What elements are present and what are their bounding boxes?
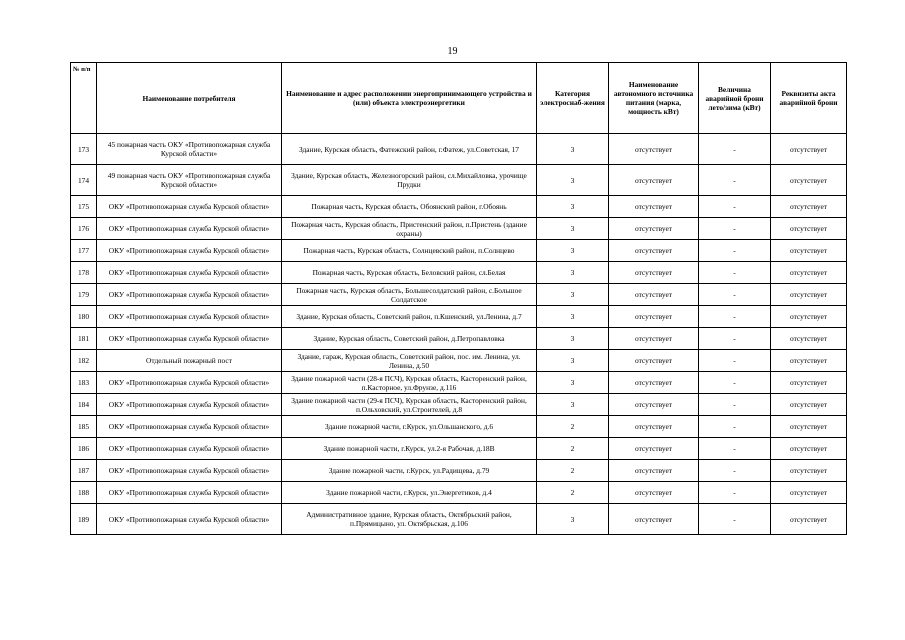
row-act: отсутствует — [771, 482, 847, 504]
row-power-source: отсутствует — [609, 460, 699, 482]
table-row — [71, 328, 847, 350]
row-reserve: - — [699, 306, 771, 328]
row-number: 185 — [71, 416, 97, 438]
row-consumer: ОКУ «Противопожарная служба Курской области» — [97, 394, 282, 416]
table-row — [71, 196, 847, 218]
row-act: отсутствует — [771, 438, 847, 460]
row-category: 2 — [537, 438, 609, 460]
row-address: Пожарная часть, Курская область, Большесолдатский район, с.Большое Солдатское — [282, 284, 537, 306]
row-number: 178 — [71, 262, 97, 284]
row-number: 174 — [71, 165, 97, 196]
row-reserve: - — [699, 328, 771, 350]
row-act: отсутствует — [771, 394, 847, 416]
row-number: 186 — [71, 438, 97, 460]
row-reserve: - — [699, 350, 771, 372]
row-category: 3 — [537, 134, 609, 165]
row-consumer: ОКУ «Противопожарная служба Курской области» — [97, 372, 282, 394]
row-address: Здание, Курская область, Советский район, п.Кшенский, ул.Ленина, д.7 — [282, 306, 537, 328]
row-category: 3 — [537, 218, 609, 240]
row-consumer: ОКУ «Противопожарная служба Курской области» — [97, 460, 282, 482]
row-reserve: - — [699, 372, 771, 394]
row-category: 3 — [537, 328, 609, 350]
row-address: Пожарная часть, Курская область, Беловский район, сл.Белая — [282, 262, 537, 284]
row-power-source: отсутствует — [609, 482, 699, 504]
row-reserve: - — [699, 165, 771, 196]
row-category: 3 — [537, 240, 609, 262]
row-power-source: отсутствует — [609, 196, 699, 218]
row-consumer: ОКУ «Противопожарная служба Курской области» — [97, 306, 282, 328]
row-number: 179 — [71, 284, 97, 306]
table-row — [71, 134, 847, 165]
row-consumer: ОКУ «Противопожарная служба Курской области» — [97, 438, 282, 460]
row-power-source: отсутствует — [609, 165, 699, 196]
row-address: Пожарная часть, Курская область, Обоянский район, г.Обоянь — [282, 196, 537, 218]
table-row — [71, 240, 847, 262]
row-power-source: отсутствует — [609, 218, 699, 240]
row-address: Здание пожарной части (28-я ПСЧ), Курская область, Касторенский район, п.Касторное, ул.Фрунзе, д.116 — [282, 372, 537, 394]
row-power-source: отсутствует — [609, 262, 699, 284]
table-row — [71, 218, 847, 240]
row-act: отсутствует — [771, 328, 847, 350]
row-power-source: отсутствует — [609, 350, 699, 372]
row-number: 181 — [71, 328, 97, 350]
row-address: Здание, Курская область, Железногорский район, сл.Михайловка, урочище Прудки — [282, 165, 537, 196]
table-row — [71, 350, 847, 372]
row-category: 3 — [537, 372, 609, 394]
row-category: 3 — [537, 262, 609, 284]
header-category: Категория электроснаб-жения — [537, 63, 609, 134]
row-consumer: ОКУ «Противопожарная служба Курской области» — [97, 416, 282, 438]
row-number: 184 — [71, 394, 97, 416]
row-number: 188 — [71, 482, 97, 504]
row-power-source: отсутствует — [609, 416, 699, 438]
row-category: 3 — [537, 504, 609, 535]
row-act: отсутствует — [771, 504, 847, 535]
row-reserve: - — [699, 284, 771, 306]
row-act: отсутствует — [771, 350, 847, 372]
row-number: 180 — [71, 306, 97, 328]
row-consumer: 45 пожарная часть ОКУ «Противопожарная служба Курской области» — [97, 134, 282, 165]
row-number: 175 — [71, 196, 97, 218]
row-category: 3 — [537, 165, 609, 196]
row-category: 2 — [537, 416, 609, 438]
row-act: отсутствует — [771, 372, 847, 394]
row-consumer: ОКУ «Противопожарная служба Курской области» — [97, 262, 282, 284]
row-number: 177 — [71, 240, 97, 262]
row-category: 2 — [537, 482, 609, 504]
row-address: Здание пожарной части, г.Курск, ул.2-я Рабочая, д.18В — [282, 438, 537, 460]
row-power-source: отсутствует — [609, 284, 699, 306]
row-consumer: ОКУ «Противопожарная служба Курской области» — [97, 240, 282, 262]
row-power-source: отсутствует — [609, 134, 699, 165]
table-header-row — [71, 63, 847, 134]
row-consumer: ОКУ «Противопожарная служба Курской области» — [97, 196, 282, 218]
row-number: 176 — [71, 218, 97, 240]
row-consumer: ОКУ «Противопожарная служба Курской области» — [97, 218, 282, 240]
row-reserve: - — [699, 438, 771, 460]
row-power-source: отсутствует — [609, 438, 699, 460]
row-address: Пожарная часть, Курская область, Солнцевский район, п.Солнцево — [282, 240, 537, 262]
row-number: 173 — [71, 134, 97, 165]
row-power-source: отсутствует — [609, 240, 699, 262]
row-consumer: ОКУ «Противопожарная служба Курской области» — [97, 504, 282, 535]
row-consumer: Отдельный пожарный пост — [97, 350, 282, 372]
table-row — [71, 482, 847, 504]
row-address: Пожарная часть, Курская область, Пристенский район, п.Пристень (здание охраны) — [282, 218, 537, 240]
row-act: отсутствует — [771, 284, 847, 306]
row-power-source: отсутствует — [609, 306, 699, 328]
row-number: 187 — [71, 460, 97, 482]
row-act: отсутствует — [771, 262, 847, 284]
consumers-table — [70, 62, 847, 535]
row-act: отсутствует — [771, 240, 847, 262]
page-number: 19 — [447, 46, 458, 57]
row-consumer: ОКУ «Противопожарная служба Курской области» — [97, 328, 282, 350]
row-address: Здание пожарной части, г.Курск, ул.Ольшанского, д.6 — [282, 416, 537, 438]
header-emergency-reserve: Величина аварийной брони лето/зима (кВт) — [699, 63, 771, 134]
row-address: Административное здание, Курская область, Октябрьский район, п.Прямицыно, ул. Октябрьская, д.106 — [282, 504, 537, 535]
row-reserve: - — [699, 504, 771, 535]
row-act: отсутствует — [771, 165, 847, 196]
row-reserve: - — [699, 394, 771, 416]
table-row — [71, 284, 847, 306]
row-power-source: отсутствует — [609, 372, 699, 394]
row-power-source: отсутствует — [609, 328, 699, 350]
row-act: отсутствует — [771, 134, 847, 165]
row-act: отсутствует — [771, 306, 847, 328]
header-act-details: Реквизиты акта аварийной брони — [771, 63, 847, 134]
row-consumer: 49 пожарная часть ОКУ «Противопожарная служба Курской области» — [97, 165, 282, 196]
row-number: 183 — [71, 372, 97, 394]
row-category: 3 — [537, 394, 609, 416]
row-power-source: отсутствует — [609, 504, 699, 535]
table-row — [71, 262, 847, 284]
row-address: Здание, Курская область, Советский район, д.Петропавловка — [282, 328, 537, 350]
row-power-source: отсутствует — [609, 394, 699, 416]
row-category: 2 — [537, 460, 609, 482]
table-row — [71, 165, 847, 196]
row-category: 3 — [537, 196, 609, 218]
table-row — [71, 372, 847, 394]
row-act: отсутствует — [771, 196, 847, 218]
row-reserve: - — [699, 196, 771, 218]
row-act: отсутствует — [771, 460, 847, 482]
row-consumer: ОКУ «Противопожарная служба Курской области» — [97, 284, 282, 306]
row-reserve: - — [699, 262, 771, 284]
row-address: Здание, гараж, Курская область, Советский район, пос. им. Ленина, ул. Ленина, д.50 — [282, 350, 537, 372]
row-reserve: - — [699, 482, 771, 504]
row-address: Здание пожарной части, г.Курск, ул.Энергетиков, д.4 — [282, 482, 537, 504]
table-row — [71, 460, 847, 482]
row-consumer: ОКУ «Противопожарная служба Курской области» — [97, 482, 282, 504]
table-row — [71, 438, 847, 460]
row-reserve: - — [699, 240, 771, 262]
header-address: Наименование и адрес расположении энергопринимающего устройства и (или) объекта электроэнергетики — [282, 63, 537, 134]
row-category: 3 — [537, 284, 609, 306]
row-reserve: - — [699, 416, 771, 438]
row-number: 189 — [71, 504, 97, 535]
row-act: отсутствует — [771, 416, 847, 438]
header-consumer: Наименование потребителя — [97, 63, 282, 134]
table-row — [71, 416, 847, 438]
row-reserve: - — [699, 460, 771, 482]
row-reserve: - — [699, 134, 771, 165]
row-address: Здание, Курская область, Фатежский район, г.Фатеж, ул.Советская, 17 — [282, 134, 537, 165]
row-address: Здание пожарной части, г.Курск, ул.Радищева, д.79 — [282, 460, 537, 482]
table-row — [71, 394, 847, 416]
row-category: 3 — [537, 306, 609, 328]
table-row — [71, 306, 847, 328]
row-reserve: - — [699, 218, 771, 240]
row-category: 3 — [537, 350, 609, 372]
table-row — [71, 504, 847, 535]
header-number: № п/п — [71, 63, 97, 134]
header-power-source: Наименование автономного источника питания (марка, мощность кВт) — [609, 63, 699, 134]
row-address: Здание пожарной части (29-я ПСЧ), Курская область, Касторенский район, п.Ольховский, ул.Строителей, д.8 — [282, 394, 537, 416]
row-number: 182 — [71, 350, 97, 372]
row-act: отсутствует — [771, 218, 847, 240]
